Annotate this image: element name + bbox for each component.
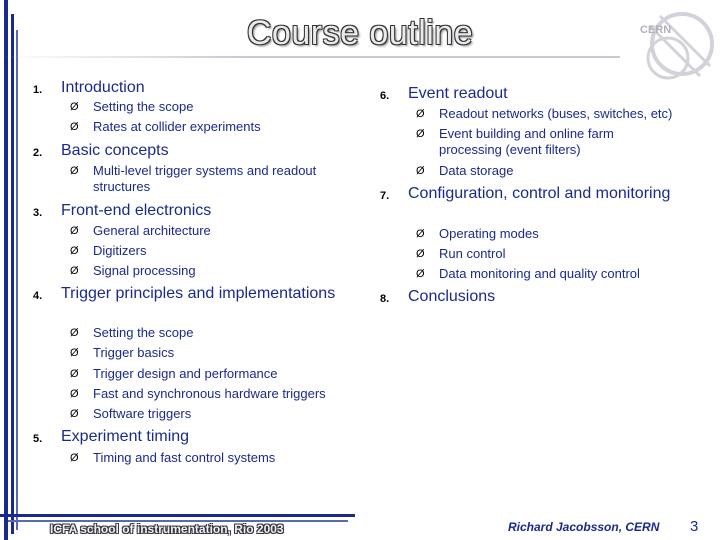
slide-title: Course outline bbox=[246, 14, 474, 52]
logo-label: CERN bbox=[640, 24, 672, 36]
section-heading: Event readout bbox=[408, 85, 508, 102]
outline-item: Event building and online farm processing (event filters) bbox=[439, 126, 614, 157]
section-number: 1. bbox=[33, 84, 43, 96]
footer-author: Richard Jacobsson, CERN bbox=[508, 520, 660, 534]
left-frame-bar-2 bbox=[11, 14, 14, 534]
outline-item: Software triggers bbox=[93, 406, 192, 421]
bottom-frame-bar-1 bbox=[0, 514, 355, 517]
outline-item: Run control bbox=[439, 246, 506, 261]
outline-item: Trigger basics bbox=[93, 345, 175, 360]
bullet-arrow-icon: Ø bbox=[416, 165, 425, 177]
section-heading: Configuration, control and monitoring bbox=[408, 185, 671, 202]
bullet-arrow-icon: Ø bbox=[70, 121, 79, 133]
outline-item: Readout networks (buses, switches, etc) bbox=[439, 106, 673, 121]
bullet-arrow-icon: Ø bbox=[70, 265, 79, 277]
section-heading: Front-end electronics bbox=[61, 202, 212, 219]
bullet-arrow-icon: Ø bbox=[416, 128, 425, 140]
section-heading: Basic concepts bbox=[61, 142, 169, 159]
outline-item: Data monitoring and quality control bbox=[439, 266, 640, 281]
outline-item: Setting the scope bbox=[93, 325, 194, 340]
section-number: 2. bbox=[33, 147, 43, 159]
outline-item: Digitizers bbox=[93, 243, 147, 258]
outline-item: Trigger design and performance bbox=[93, 366, 278, 381]
footer-event: ICFA school of instrumentation, Rio 2003 bbox=[50, 522, 284, 536]
outline-item: Rates at collider experiments bbox=[93, 119, 261, 134]
bullet-arrow-icon: Ø bbox=[70, 245, 79, 257]
bullet-arrow-icon: Ø bbox=[416, 228, 425, 240]
outline-item: Setting the scope bbox=[93, 99, 194, 114]
bullet-arrow-icon: Ø bbox=[416, 248, 425, 260]
bullet-arrow-icon: Ø bbox=[70, 165, 79, 177]
bullet-arrow-icon: Ø bbox=[70, 408, 79, 420]
bullet-arrow-icon: Ø bbox=[70, 452, 79, 464]
left-frame-bar-3 bbox=[16, 30, 18, 530]
bullet-arrow-icon: Ø bbox=[70, 101, 79, 113]
bullet-arrow-icon: Ø bbox=[70, 225, 79, 237]
bullet-arrow-icon: Ø bbox=[70, 388, 79, 400]
section-heading: Experiment timing bbox=[61, 428, 190, 445]
outline-item: Signal processing bbox=[93, 263, 196, 278]
section-heading: Conclusions bbox=[408, 288, 496, 305]
outline-item: Operating modes bbox=[439, 226, 539, 241]
section-number: 5. bbox=[33, 433, 43, 445]
section-number: 7. bbox=[380, 190, 390, 202]
cern-logo-icon bbox=[620, 6, 716, 86]
section-number: 8. bbox=[380, 293, 390, 305]
bullet-arrow-icon: Ø bbox=[70, 368, 79, 380]
section-number: 3. bbox=[33, 207, 43, 219]
section-number: 6. bbox=[380, 90, 390, 102]
section-number: 4. bbox=[33, 290, 43, 302]
outline-item: Timing and fast control systems bbox=[93, 450, 276, 465]
section-heading: Introduction bbox=[61, 79, 145, 96]
outline-item: Multi-level trigger systems and readout structures bbox=[93, 163, 317, 194]
outline-item: General architecture bbox=[93, 223, 211, 238]
bullet-arrow-icon: Ø bbox=[416, 268, 425, 280]
outline-item: Data storage bbox=[439, 163, 514, 178]
outline-item: Fast and synchronous hardware triggers bbox=[93, 386, 326, 401]
left-frame-bar-1 bbox=[4, 0, 8, 540]
title-underline bbox=[0, 56, 620, 58]
bullet-arrow-icon: Ø bbox=[70, 327, 79, 339]
bullet-arrow-icon: Ø bbox=[70, 347, 79, 359]
page-number: 3 bbox=[690, 518, 699, 535]
section-heading: Trigger principles and implementations bbox=[61, 285, 336, 302]
bullet-arrow-icon: Ø bbox=[416, 108, 425, 120]
